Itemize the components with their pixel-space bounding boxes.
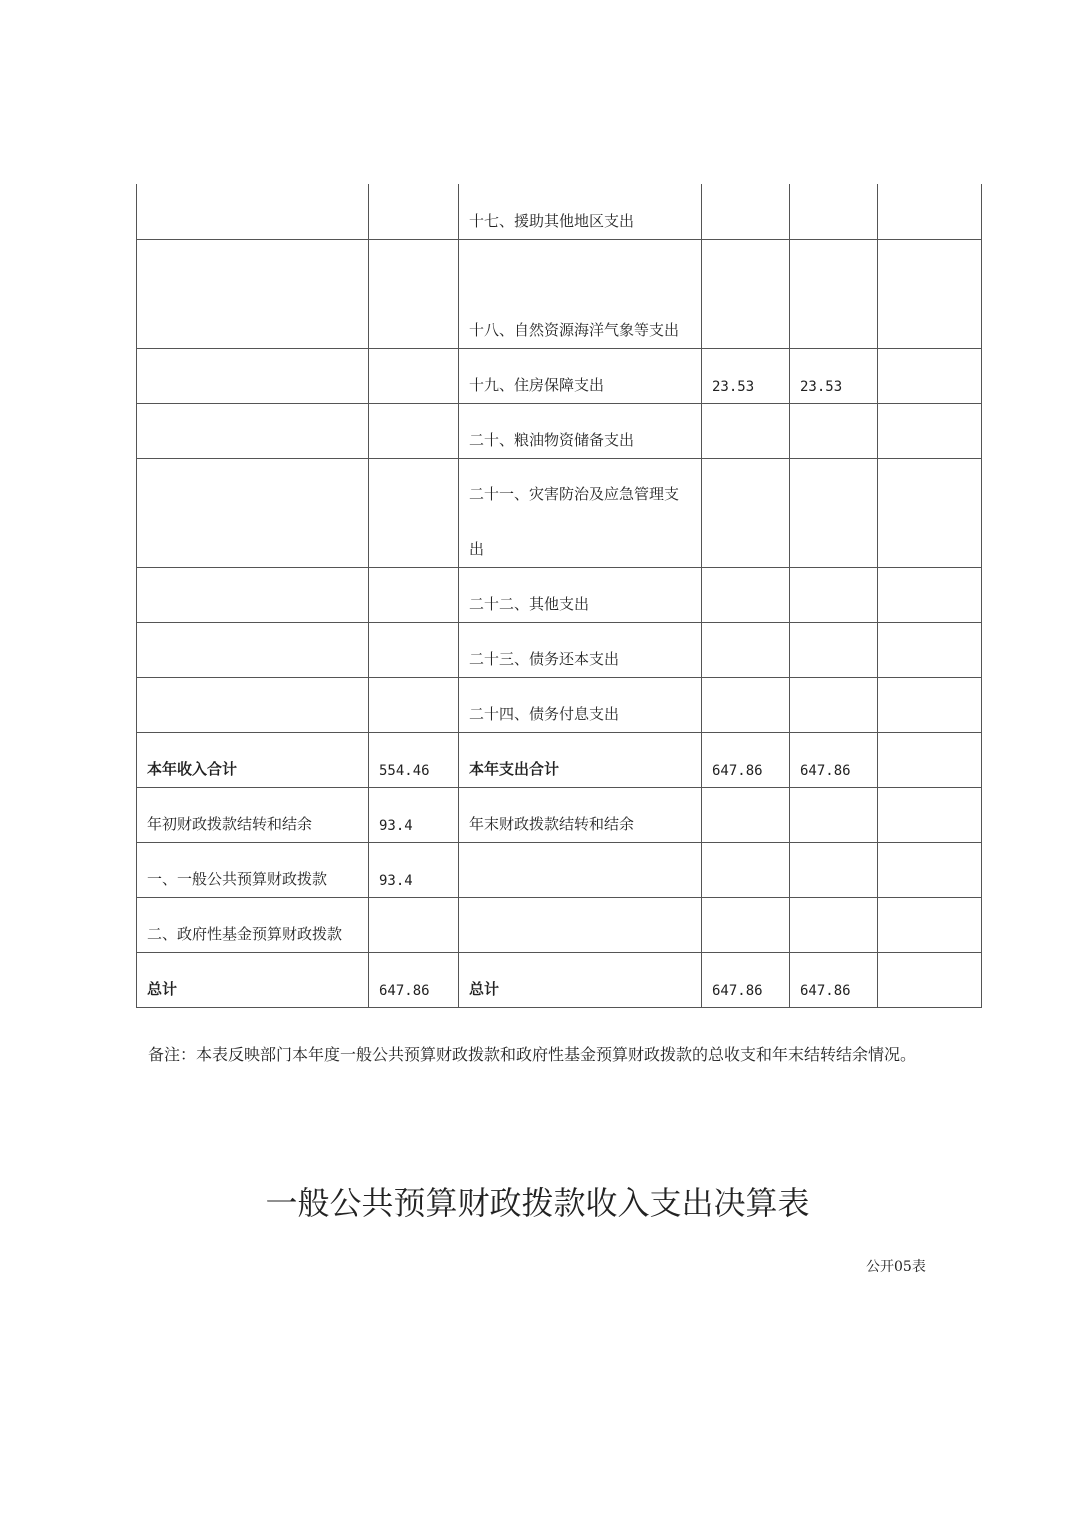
table-cell-c6 <box>878 403 982 458</box>
table-cell-c1 <box>137 567 369 622</box>
table-cell-c5 <box>790 458 878 567</box>
table-cell-c5 <box>790 403 878 458</box>
cell-text: 554.46 <box>379 762 430 779</box>
table-cell-c4 <box>702 677 790 732</box>
table-row <box>137 677 982 732</box>
table-cell-c6 <box>878 787 982 842</box>
table-cell-c1 <box>137 184 369 239</box>
cell-text: 二、政府性基金预算财政拨款 <box>147 924 343 943</box>
table-cell-c3 <box>459 842 702 897</box>
cell-text: 二十二、其他支出 <box>469 594 590 613</box>
table-row <box>137 842 982 897</box>
cell-text: 23.53 <box>712 378 755 395</box>
table-cell-c6 <box>878 348 982 403</box>
table-cell-c2 <box>369 787 459 842</box>
table-cell-c2 <box>369 567 459 622</box>
table-cell-c6 <box>878 567 982 622</box>
table-cell-c3 <box>459 567 702 622</box>
table-cell-c1 <box>137 403 369 458</box>
cell-text: 十七、援助其他地区支出 <box>469 211 635 230</box>
table-cell-c2 <box>369 403 459 458</box>
table-row <box>137 952 982 1007</box>
table-cell-c4 <box>702 732 790 787</box>
table-cell-c6 <box>878 184 982 239</box>
cell-text: 十九、住房保障支出 <box>469 375 605 394</box>
table-cell-c5 <box>790 952 878 1007</box>
table-cell-c5 <box>790 897 878 952</box>
table-cell-c2 <box>369 458 459 567</box>
table-cell-c4 <box>702 897 790 952</box>
table-cell-c6 <box>878 458 982 567</box>
table-cell-c6 <box>878 622 982 677</box>
next-table-title: 一般公共预算财政拨款收入支出决算表 <box>265 1184 810 1222</box>
table-cell-c3 <box>459 184 702 239</box>
table-cell-c2 <box>369 184 459 239</box>
table-cell-c4 <box>702 239 790 348</box>
table-cell-c6 <box>878 897 982 952</box>
table-cell-c1 <box>137 952 369 1007</box>
table-cell-c3 <box>459 677 702 732</box>
cell-text: 二十一、灾害防治及应急管理支出 <box>469 484 680 558</box>
table-cell-c3 <box>459 403 702 458</box>
table-cell-c1 <box>137 239 369 348</box>
table-row <box>137 403 982 458</box>
table-row <box>137 458 982 567</box>
table-cell-c5 <box>790 567 878 622</box>
table-cell-c4 <box>702 403 790 458</box>
cell-text: 总计 <box>147 979 178 998</box>
table-cell-c5 <box>790 677 878 732</box>
table-row <box>137 622 982 677</box>
table-cell-c2 <box>369 732 459 787</box>
budget-table <box>136 184 982 1008</box>
cell-text: 647.86 <box>800 762 851 779</box>
cell-text: 647.86 <box>379 982 430 999</box>
table-cell-c5 <box>790 184 878 239</box>
table-cell-c3 <box>459 897 702 952</box>
table-cell-c3 <box>459 787 702 842</box>
table-cell-c5 <box>790 732 878 787</box>
table-cell-c6 <box>878 732 982 787</box>
table-cell-c1 <box>137 732 369 787</box>
table-cell-c3 <box>459 458 702 567</box>
cell-text: 二十三、债务还本支出 <box>469 649 620 668</box>
cell-text: 647.86 <box>712 762 763 779</box>
table-cell-c5 <box>790 622 878 677</box>
table-row <box>137 732 982 787</box>
table-cell-c1 <box>137 842 369 897</box>
table-cell-c6 <box>878 239 982 348</box>
table-row <box>137 897 982 952</box>
table-cell-c2 <box>369 239 459 348</box>
table-row <box>137 239 982 348</box>
cell-text: 93.4 <box>379 872 413 889</box>
cell-text: 647.86 <box>712 982 763 999</box>
cell-text: 总计 <box>469 979 500 998</box>
table-code: 公开05表 <box>866 1259 926 1275</box>
table-cell-c2 <box>369 348 459 403</box>
table-cell-c5 <box>790 787 878 842</box>
table-cell-c3 <box>459 239 702 348</box>
table-note: 备注：本表反映部门本年度一般公共预算财政拨款和政府性基金预算财政拨款的总收支和年末结转结余情况。 <box>148 1045 917 1064</box>
cell-text: 二十、粮油物资储备支出 <box>469 430 635 449</box>
table-cell-c1 <box>137 458 369 567</box>
table-cell-c1 <box>137 897 369 952</box>
table-cell-c5 <box>790 842 878 897</box>
table-cell-c6 <box>878 952 982 1007</box>
table-cell-c2 <box>369 952 459 1007</box>
table-cell-c4 <box>702 184 790 239</box>
table-cell-c4 <box>702 458 790 567</box>
cell-text: 二十四、债务付息支出 <box>469 704 620 723</box>
table-row <box>137 184 982 239</box>
cell-text: 本年收入合计 <box>147 759 238 778</box>
table-cell-c5 <box>790 348 878 403</box>
table-cell-c2 <box>369 842 459 897</box>
table-row <box>137 787 982 842</box>
table-cell-c4 <box>702 348 790 403</box>
table-cell-c3 <box>459 622 702 677</box>
table-cell-c6 <box>878 677 982 732</box>
cell-text: 年末财政拨款结转和结余 <box>469 814 635 833</box>
table-cell-c1 <box>137 622 369 677</box>
table-cell-c4 <box>702 952 790 1007</box>
table-cell-c3 <box>459 732 702 787</box>
table-cell-c5 <box>790 239 878 348</box>
cell-text: 647.86 <box>800 982 851 999</box>
cell-text: 一、一般公共预算财政拨款 <box>147 869 328 888</box>
table-cell-c1 <box>137 348 369 403</box>
table-cell-c4 <box>702 842 790 897</box>
table-row <box>137 567 982 622</box>
table-cell-c4 <box>702 567 790 622</box>
table-cell-c1 <box>137 677 369 732</box>
table-cell-c2 <box>369 622 459 677</box>
cell-text: 本年支出合计 <box>469 759 560 778</box>
table-cell-c3 <box>459 952 702 1007</box>
table-cell-c4 <box>702 622 790 677</box>
cell-text: 十八、自然资源海洋气象等支出 <box>469 320 680 339</box>
table-cell-c6 <box>878 842 982 897</box>
table-cell-c2 <box>369 677 459 732</box>
cell-text: 23.53 <box>800 378 843 395</box>
cell-text: 年初财政拨款结转和结余 <box>147 814 313 833</box>
cell-text: 93.4 <box>379 817 413 834</box>
table-cell-c2 <box>369 897 459 952</box>
table-cell-c1 <box>137 787 369 842</box>
table-cell-c4 <box>702 787 790 842</box>
